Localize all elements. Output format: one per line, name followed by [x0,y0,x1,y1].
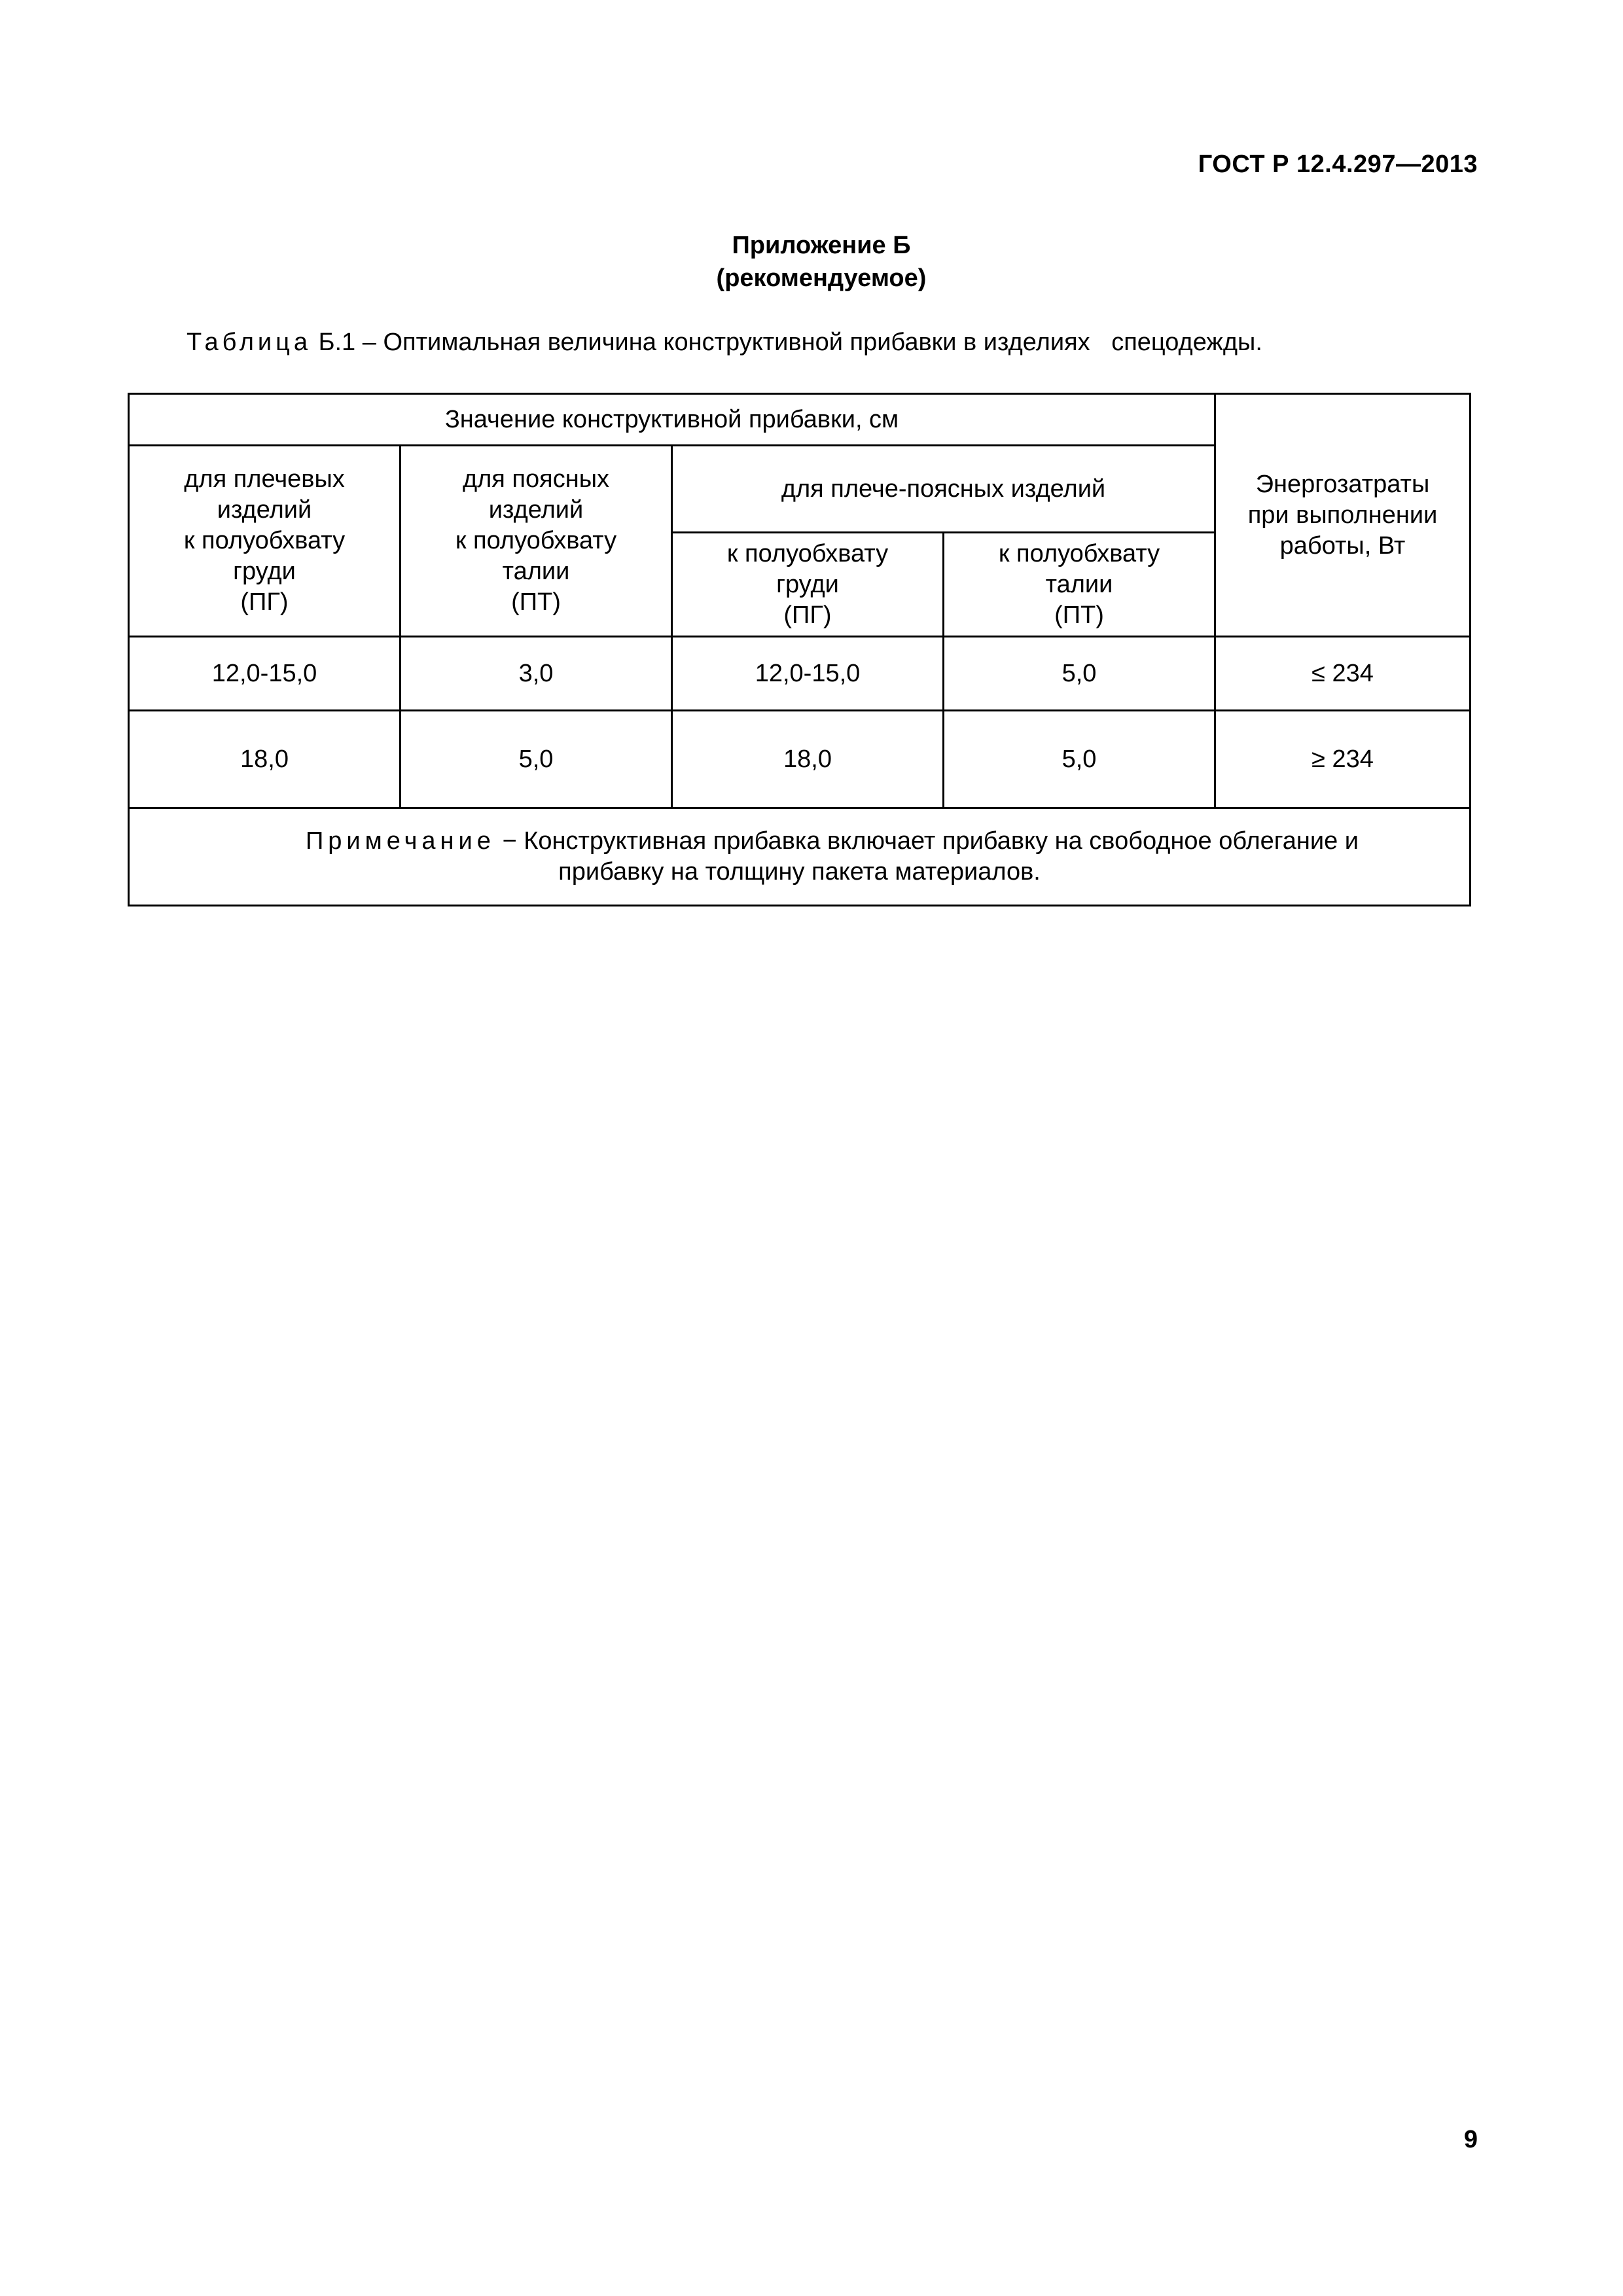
header-waist-cell [401,446,672,637]
header-sub-waist-line: к полуобхвату [998,539,1160,567]
header-energy-line: работы, Вт [1279,531,1406,560]
note-text-line1: Конструктивная прибавка включает прибавку на свободное облегание и [524,827,1359,855]
table-caption-text-end: спецодежды. [1111,329,1262,356]
table-row [129,711,1471,808]
table-row [129,637,1471,711]
header-energy-cell [1215,394,1471,637]
appendix-heading [0,229,1623,295]
header-group-cell: Значение конструктивной прибавки, см [129,394,1215,446]
table-cell: 18,0 [672,711,944,808]
header-shoulder-line: к полуобхвату [183,527,346,554]
header-sub-chest-line: к полуобхвату [726,539,889,567]
table-cell: 12,0-15,0 [672,637,944,711]
header-shoulder-line: для плечевых [184,465,345,493]
header-shoulder-waist-cell: для плече-поясных изделий [672,446,1215,533]
header-shoulder-cell [129,446,401,637]
table-cell: 5,0 [944,711,1215,808]
appendix-title: Приложение Б [732,232,911,259]
allowance-table [128,393,1471,906]
header-shoulder-line: груди [233,558,296,585]
table-note-cell [129,808,1471,906]
header-waist-line: талии [502,558,570,585]
table-note-row [129,808,1471,906]
header-waist-line: для поясных [462,465,610,493]
header-waist-line: к полуобхвату [455,527,617,554]
note-label: Примечание [305,827,495,855]
header-waist-line: (ПТ) [511,588,561,616]
header-shoulder-line: изделий [217,496,312,524]
document-code: ГОСТ Р 12.4.297—2013 [1198,151,1478,178]
table-header-row [129,394,1471,446]
table-cell: ≥ 234 [1215,711,1471,808]
page-number: 9 [1463,2126,1478,2153]
table-cell: 18,0 [129,711,401,808]
header-energy-line: при выполнении [1247,501,1438,529]
table-caption-label: Таблица [187,329,312,356]
header-sub-chest-line: (ПГ) [783,601,832,629]
header-sub-waist-line: талии [1045,570,1113,598]
header-sub-waist-cell [944,533,1215,637]
note-text-line2: прибавку на толщину пакета материалов. [558,858,1041,886]
note-dash: − [502,827,517,855]
header-sub-waist-line: (ПТ) [1054,601,1104,629]
table-cell: 3,0 [401,637,672,711]
header-shoulder-line: (ПГ) [240,588,289,616]
table-caption-text: Оптимальная величина конструктивной прибавки в изделиях [383,329,1090,356]
header-energy-line: Энергозатраты [1255,470,1430,498]
header-waist-line: изделий [488,496,584,524]
appendix-subtitle: (рекомендуемое) [716,264,927,292]
header-sub-chest-line: груди [776,570,839,598]
table-cell: 5,0 [944,637,1215,711]
header-sub-chest-cell [672,533,944,637]
table-cell: 12,0-15,0 [129,637,401,711]
table-caption-number: Б.1 – [318,329,376,356]
table-cell: 5,0 [401,711,672,808]
table-caption [187,329,1262,357]
table-cell: ≤ 234 [1215,637,1471,711]
table-note-line [134,826,1465,857]
